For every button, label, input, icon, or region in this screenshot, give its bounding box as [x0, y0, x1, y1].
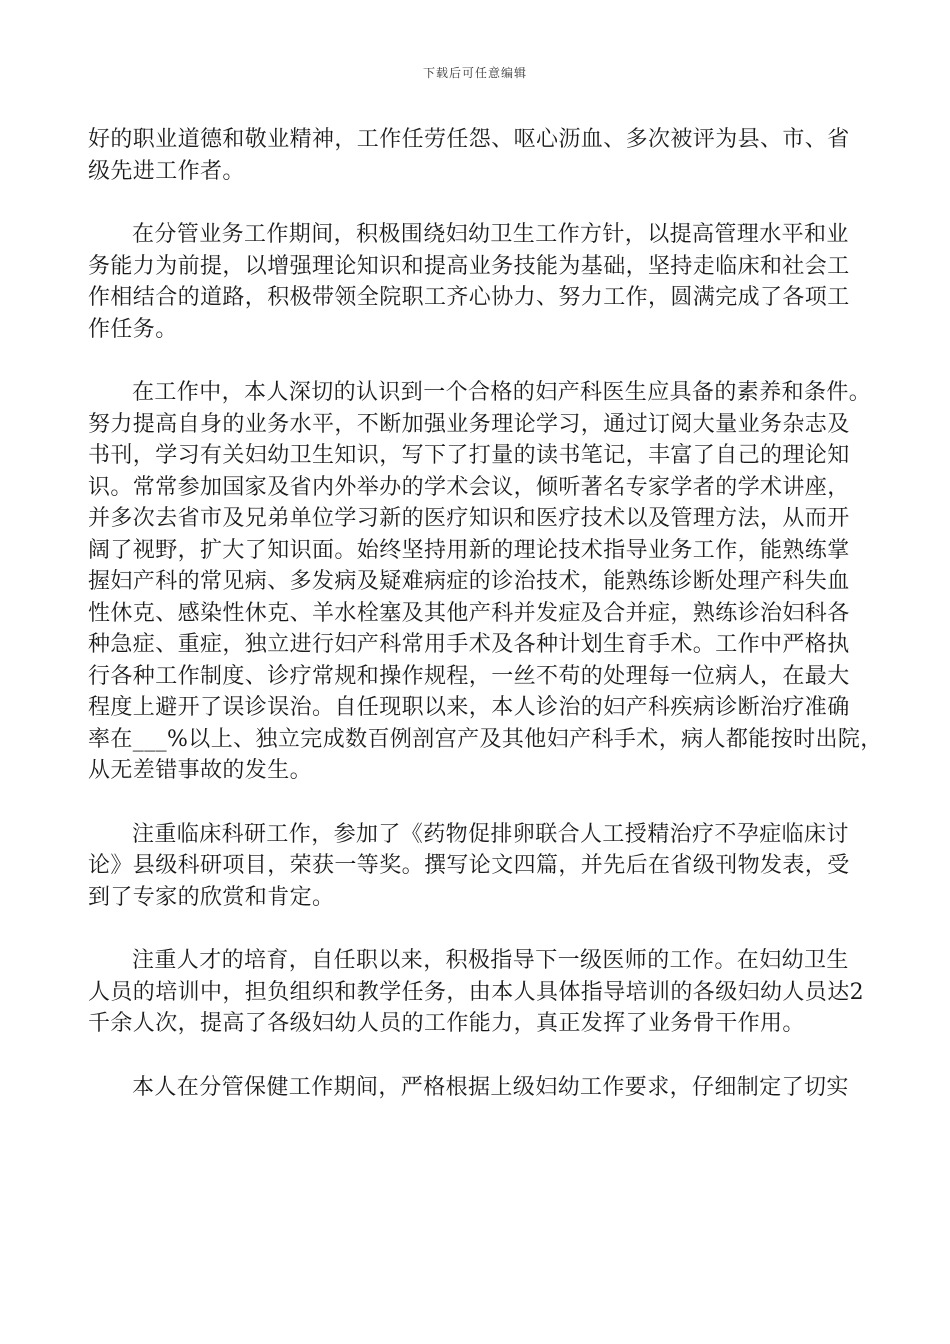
paragraph-6 — [88, 1072, 850, 1104]
text-line: 人员的培训中，担负组织和教学任务，由本人具体指导培训的各级妇幼人员达2 — [88, 979, 864, 1005]
text-line: 并多次去省市及兄弟单位学习新的医疗知识和医疗技术以及管理方法，从而开 — [88, 506, 850, 531]
text-line: 作相结合的道路，积极带领全院职工齐心协力、努力工作，圆满完成了各项工 — [88, 285, 850, 310]
page-header: 下载后可任意编辑 — [422, 66, 527, 80]
text-line: 好的职业道德和敬业精神，工作任劳任怨、呕心沥血、多次被评为县、市、省 — [88, 127, 850, 152]
text-line: 识。常常参加国家及省内外举办的学术会议，倾听著名专家学者的学术讲座， — [88, 474, 850, 500]
document-body — [88, 124, 883, 1135]
text-line: 努力提高自身的业务水平，不断加强业务理论学习，通过订阅大量业务杂志及 — [88, 411, 850, 437]
text-line: 从无差错事故的发生。 — [88, 758, 313, 783]
text-line: 书刊，学习有关妇幼卫生知识，写下了打量的读书笔记，丰富了自己的理论知 — [88, 443, 850, 468]
text-line: 千余人次，提高了各级妇幼人员的工作能力，真正发挥了业务骨干作用。 — [88, 1011, 805, 1036]
text-line: 注重临床科研工作，参加了《药物促排卵联合人工授精治疗不孕症临床讨 — [132, 821, 849, 847]
text-line: 行各种工作制度、诊疗常规和操作规程，一丝不苟的处理每一位病人，在最大 — [88, 663, 850, 689]
text-line: 种急症、重症，独立进行妇产科常用手术及各种计划生育手术。工作中严格执 — [88, 632, 850, 657]
text-line: 在工作中，本人深切的认识到一个合格的妇产科医生应具备的素养和条件。 — [132, 380, 872, 405]
text-line: 性休克、感染性休克、羊水栓塞及其他产科并发症及合并症，熟练诊治妇科各 — [88, 600, 850, 626]
text-line: 阔了视野，扩大了知识面。始终坚持用新的理论技术指导业务工作，能熟练掌 — [88, 537, 850, 563]
text-line: 到了专家的欣赏和肯定。 — [88, 884, 335, 910]
text-line: 程度上避开了误诊误治。自任现职以来，本人诊治的妇产科疾病诊断治疗准确 — [88, 695, 850, 720]
text-line: 作任务。 — [88, 316, 178, 342]
text-line: 本人在分管保健工作期间，严格根据上级妇幼工作要求，仔细制定了切实 — [132, 1074, 849, 1100]
text-line: 论》县级科研项目，荣获一等奖。撰写论文四篇，并先后在省级刊物发表，受 — [88, 853, 850, 878]
paragraph-2 — [88, 219, 850, 345]
paragraph-5 — [88, 945, 864, 1040]
text-line: 级先进工作者。 — [88, 158, 245, 184]
text-line: 务能力为前提，以增强理论知识和提高业务技能为基础，坚持走临床和社会工 — [88, 253, 850, 279]
text-line: 握妇产科的常见病、多发病及疑难病症的诊治技术，能熟练诊断处理产科失血 — [88, 569, 850, 594]
paragraph-4 — [88, 819, 850, 914]
text-line: 注重人才的培育，自任职以来，积极指导下一级医师的工作。在妇幼卫生 — [132, 948, 849, 973]
paragraph-1 — [88, 124, 850, 187]
paragraph-3 — [88, 377, 883, 787]
text-line: 率在___%以上、独立完成数百例剖宫产及其他妇产科手术，病人都能按时出院， — [88, 726, 883, 752]
text-line: 在分管业务工作期间，积极围绕妇幼卫生工作方针，以提高管理水平和业 — [132, 222, 849, 247]
